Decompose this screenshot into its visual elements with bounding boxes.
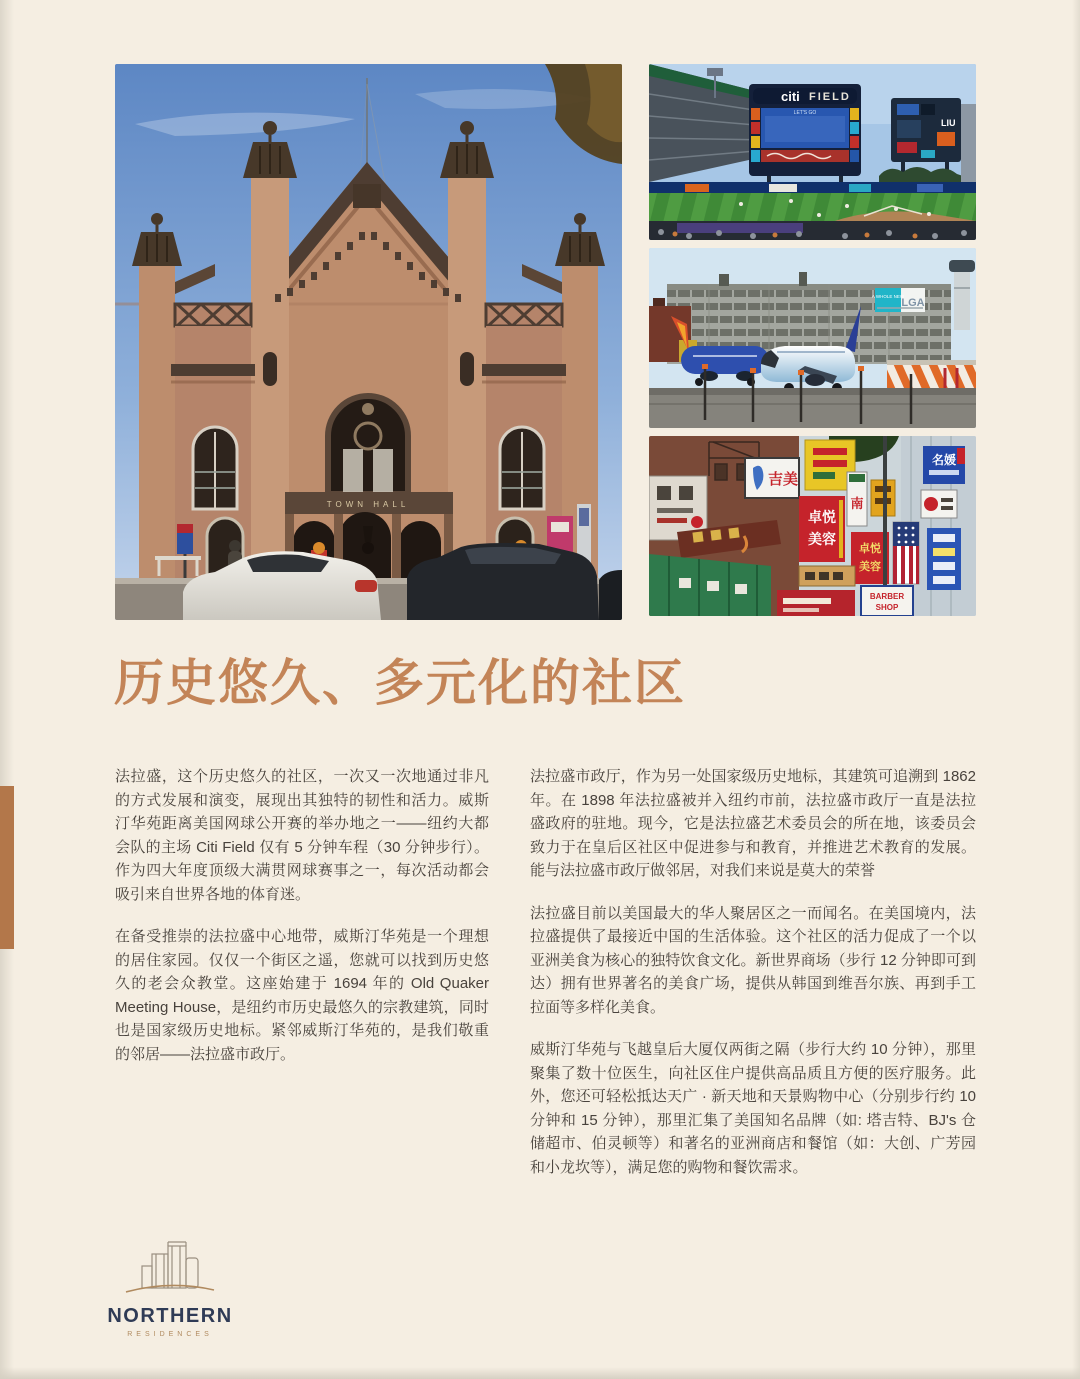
paragraph: 法拉盛目前以美国最大的华人聚居区之一而闻名。在美国境内，法拉盛提供了最接近中国的生活体验。这个社区的活力促成了一个以亚洲美食为核心的独特饮食文化。新世界商场（步行 12 分钟即可到达）拥有世界著名的美食广场，提供从韩国到维吾尔族、再到手工拉面等多样化美食。 <box>530 904 976 1016</box>
construction-barrier <box>887 364 976 390</box>
beauty1-line2: 美容 <box>808 531 836 547</box>
left-accent-bar <box>0 786 14 949</box>
page-edge-shadow-left <box>0 0 14 1379</box>
photo-airport <box>649 248 976 428</box>
lga-banner <box>872 288 925 312</box>
logo-title: NORTHERN <box>107 1305 233 1327</box>
screen-text: LET'S GO <box>793 110 817 116</box>
paragraph: 威斯汀华苑与飞越皇后大厦仅两街之隔（步行大约 10 分钟），那里聚集了数十位医生，向社区住户提供高品质且方便的医疗服务。此外，您还可轻松抵达天广 · 新天地和天景购物中心（分别步行约 10 分钟和 15 分钟），那里汇集了美国知名品牌（如: 塔吉特、BJ's 仓储超市、伯灵顿等）和著名的亚洲商店和餐馆（如：大创、广芳园和小龙坎等），满足您的购物和餐饮需求。 <box>530 1041 976 1176</box>
page-edge-shadow-bottom <box>0 1367 1080 1379</box>
page-edge-shadow-right <box>1072 0 1080 1379</box>
town-hall-illustration <box>115 64 622 620</box>
banner-top-text: A WHOLE NEW <box>871 294 905 299</box>
logo-subtitle: RESIDENCES <box>127 1331 213 1338</box>
us-flag-banner <box>893 522 919 584</box>
wing-window-right <box>500 427 544 509</box>
banner-lga-text: LGA <box>901 297 925 309</box>
airport-illustration <box>649 248 976 428</box>
liu-sign: LIU <box>941 118 956 128</box>
town-hall-sign: TOWN HALL <box>326 500 410 509</box>
wing-window-left <box>193 427 237 509</box>
paragraph: 在备受推崇的法拉盛中心地带，威斯汀华苑是一个理想的居住家园。仅仅一个街区之遥，您就可以找到历史悠久的老会众教堂。这座始建于 1694 年的 Old Quaker Meeting House，是纽约市历史最悠久的宗教建筑，同时也是国家级历史地标。紧邻威斯汀华苑的，是我们敬重的邻居——法拉盛市政厅。 <box>115 928 489 1063</box>
shop-text: SHOP <box>875 603 899 612</box>
sign-nan-banner <box>847 472 867 526</box>
mingyuan-text: 名媛 <box>931 453 957 467</box>
sign-mingyuan <box>923 446 965 484</box>
photo-street-signs <box>649 436 976 616</box>
nan-text: 南 <box>850 496 864 511</box>
citi-field-illustration <box>649 64 976 240</box>
sign-white-right <box>921 490 957 518</box>
sign-red-bottom <box>777 590 855 616</box>
sign-blue-right <box>927 528 961 590</box>
article-column-right <box>530 765 976 1198</box>
photo-citi-field <box>649 64 976 240</box>
field-logo-text: FIELD <box>809 91 851 103</box>
scoreboard <box>749 84 861 188</box>
sign-tan <box>799 566 855 586</box>
beauty1-line1: 卓悦 <box>808 509 836 525</box>
page-title: 历史悠久、多元化的社区 <box>114 655 686 711</box>
beauty2-line1: 卓悦 <box>859 543 881 555</box>
beauty2-line2: 美容 <box>859 561 881 573</box>
article-column-left <box>115 765 489 1085</box>
central-arch-window <box>328 396 408 494</box>
citi-logo-text: citi <box>781 89 800 104</box>
sign-barber-shop <box>861 586 913 616</box>
brand-logo <box>98 1240 242 1338</box>
sign-beauty-1 <box>799 496 845 562</box>
photo-town-hall <box>115 64 622 620</box>
barber-text: BARBER <box>869 592 905 601</box>
street-illustration <box>649 436 976 616</box>
paragraph: 法拉盛，这个历史悠久的社区，一次又一次地通过非凡的方式发展和演变，展现出其独特的韧性和活力。威斯汀华苑距离美国网球公开赛的举办地之一——纽约大都会队的主场 Citi Field 仅有 5 分钟车程（30 分钟步行）。作为四大年度顶级大满贯网球赛事之一，每次活动都会吸引来自世界各地的体育迷。 <box>115 768 489 903</box>
paragraph: 法拉盛市政厅，作为另一处国家级历史地标，其建筑可追溯到 1862 年。在 1898 年法拉盛被并入纽约市前，法拉盛市政厅一直是法拉盛政府的驻地。现今，它是法拉盛艺术委员会的所在地，该委员会致力于在皇后区社区中促进参与和教育，并推进艺术教育的发展。能与法拉盛市政厅做邻居，对我们来说是莫大的荣誉 <box>530 768 976 879</box>
jimei-text: 吉美 <box>767 471 799 488</box>
building-logo-icon <box>122 1240 218 1298</box>
sign-jimei <box>745 458 799 498</box>
